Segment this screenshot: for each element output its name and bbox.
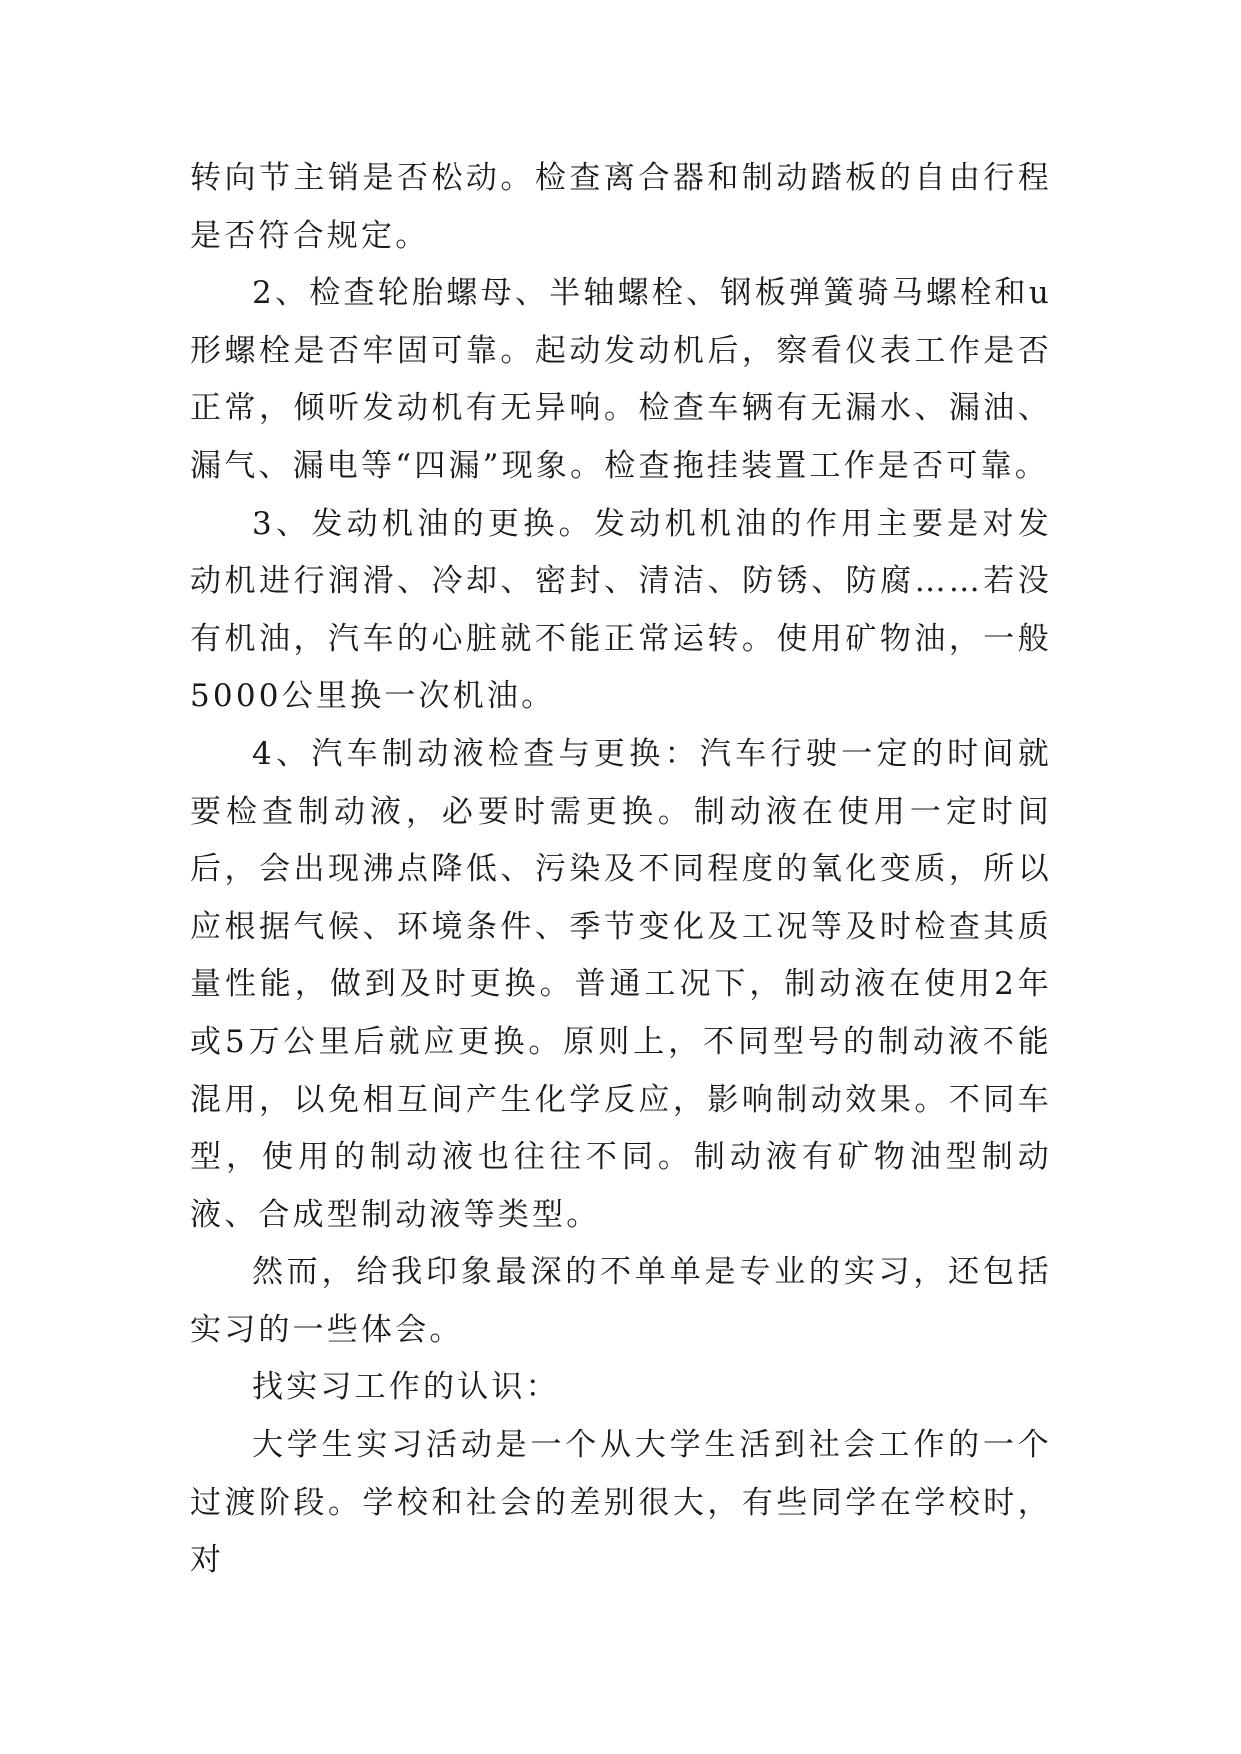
paragraph-transition: 大学生实习活动是一个从大学生活到社会工作的一个过渡阶段。学校和社会的差别很大，有些同学在学校时，对 <box>190 1427 1052 1579</box>
paragraph-impression: 然而，给我印象最深的不单单是专业的实习，还包括实习的一些体会。 <box>190 1254 1052 1348</box>
paragraph-item-3: 3、发动机油的更换。发动机机油的作用主要是对发动机进行润滑、冷却、密封、清洁、防锈、防腐……若没有机油，汽车的心脏就不能正常运转。使用矿物油，一般5000公里换一次机油。 <box>190 505 1052 715</box>
paragraph-item-2: 2、检查轮胎螺母、半轴螺栓、钢板弹簧骑马螺栓和u形螺栓是否牢固可靠。起动发动机后，察看仪表工作是否正常，倾听发动机有无异响。检查车辆有无漏水、漏油、漏气、漏电等“四漏”现象。检查拖挂装置工作是否可靠。 <box>190 275 1052 484</box>
paragraph-heading-internship: 找实习工作的认识： <box>252 1369 560 1406</box>
document-body <box>190 150 1052 1590</box>
paragraph-item-4: 4、汽车制动液检查与更换：汽车行驶一定的时间就要检查制动液，必要时需更换。制动液在使用一定时间后，会出现沸点降低、污染及不同程度的氧化变质，所以应根据气候、环境条件、季节变化及工况等及时检查其质量性能，做到及时更换。普通工况下，制动液在使用2年或5万公里后就应更换。原则上，不同型号的制动液不能混用，以免相互间产生化学反应，影响制动效果。不同车型，使用的制动液也往往不同。制动液有矿物油型制动液、合成型制动液等类型。 <box>190 735 1052 1233</box>
paragraph-continuation: 转向节主销是否松动。检查离合器和制动踏板的自由行程是否符合规定。 <box>190 160 1052 254</box>
